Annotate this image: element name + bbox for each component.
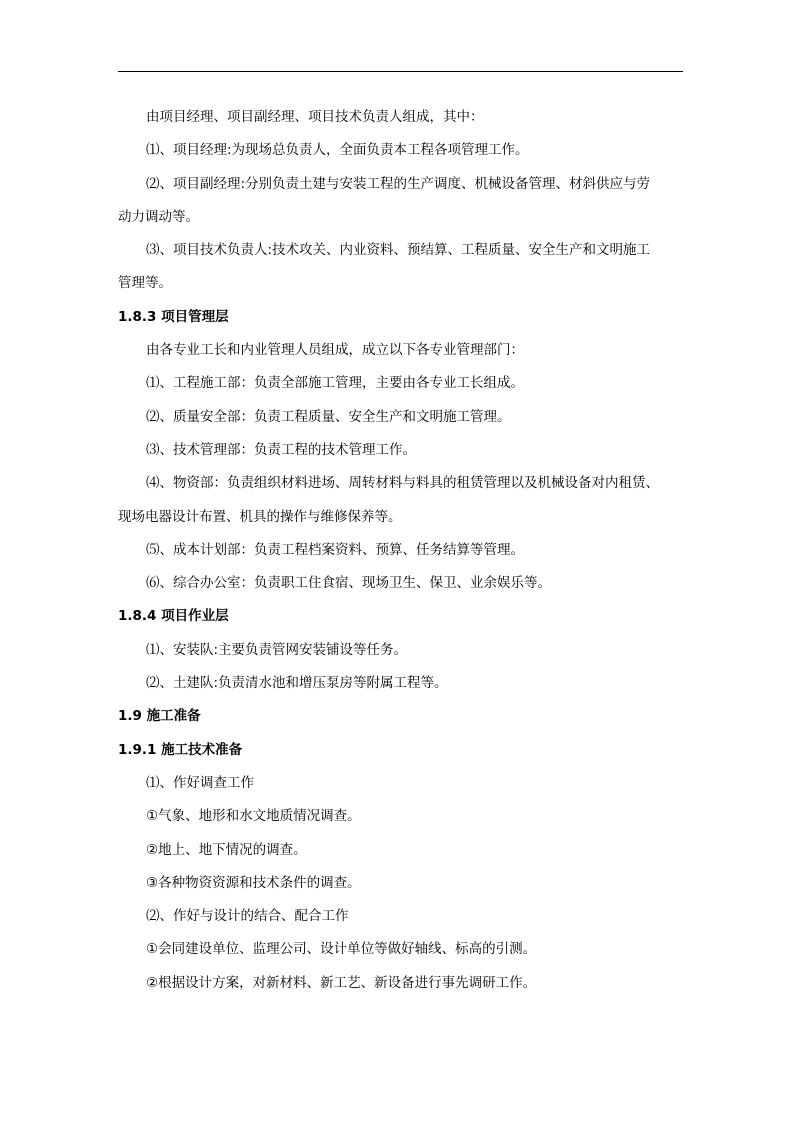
- section-heading: 1.9 施工准备: [118, 708, 201, 725]
- list-item-continuation: 现场电器设计布置、机具的操作与维修保养等。: [118, 508, 402, 525]
- sub-list-item: ①气象、地形和水文地质情况调查。: [146, 808, 361, 825]
- list-item: ⑴、安装队:主要负责管网安装铺设等任务。: [146, 641, 408, 658]
- header-rule: [118, 71, 683, 72]
- sub-list-item: ①会同建设单位、监理公司、设计单位等做好轴线、标高的引测。: [146, 941, 537, 958]
- list-item: ⑸、成本计划部：负责工程档案资料、预算、任务结算等管理。: [146, 541, 524, 558]
- list-item: ⑴、项目经理:为现场总负责人，全面负责本工程各项管理工作。: [146, 142, 529, 159]
- list-item: ⑶、项目技术负责人:技术攻关、内业资料、预结算、工程质量、安全生产和文明施工: [146, 242, 651, 259]
- list-item-continuation: 动力调动等。: [118, 208, 199, 225]
- list-item: ⑹、综合办公室：负责职工住食宿、现场卫生、保卫、业余娱乐等。: [146, 575, 551, 592]
- intro-paragraph: 由项目经理、项目副经理、项目技术负责人组成，其中：: [146, 109, 484, 125]
- intro-paragraph: 由各专业工长和内业管理人员组成，成立以下各专业管理部门：: [146, 342, 524, 359]
- list-item: ⑵、项目副经理:分别负责土建与安装工程的生产调度、机械设备管理、材斜供应与劳: [146, 175, 651, 192]
- list-item: ⑴、工程施工部：负责全部施工管理，主要由各专业工长组成。: [146, 375, 524, 392]
- list-item: ⑵、质量安全部：负责工程质量、安全生产和文明施工管理。: [146, 408, 511, 425]
- list-item: ⑵、土建队:负责清水池和增压泵房等附属工程等。: [146, 675, 448, 692]
- subsection-heading: 1.9.1 施工技术准备: [118, 741, 243, 758]
- document-body: [118, 101, 683, 1000]
- list-item-continuation: 管理等。: [118, 275, 172, 292]
- list-item: ⑶、技术管理部：负责工程的技术管理工作。: [146, 441, 416, 458]
- list-item: ⑴、作好调查工作: [146, 774, 254, 791]
- sub-list-item: ②地上、地下情况的调查。: [146, 841, 307, 858]
- list-item: ⑵、作好与设计的结合、配合工作: [146, 908, 349, 925]
- sub-list-item: ③各种物资资源和技术条件的调查。: [146, 874, 361, 891]
- list-item: ⑷、物资部：负责组织材料进场、周转材料与料具的租赁管理以及机械设备对内租赁、: [146, 475, 659, 492]
- sub-list-item: ②根据设计方案，对新材料、新工艺、新设备进行事先调研工作。: [146, 974, 537, 991]
- section-heading: 1.8.3 项目管理层: [118, 308, 229, 325]
- section-heading: 1.8.4 项目作业层: [118, 608, 229, 625]
